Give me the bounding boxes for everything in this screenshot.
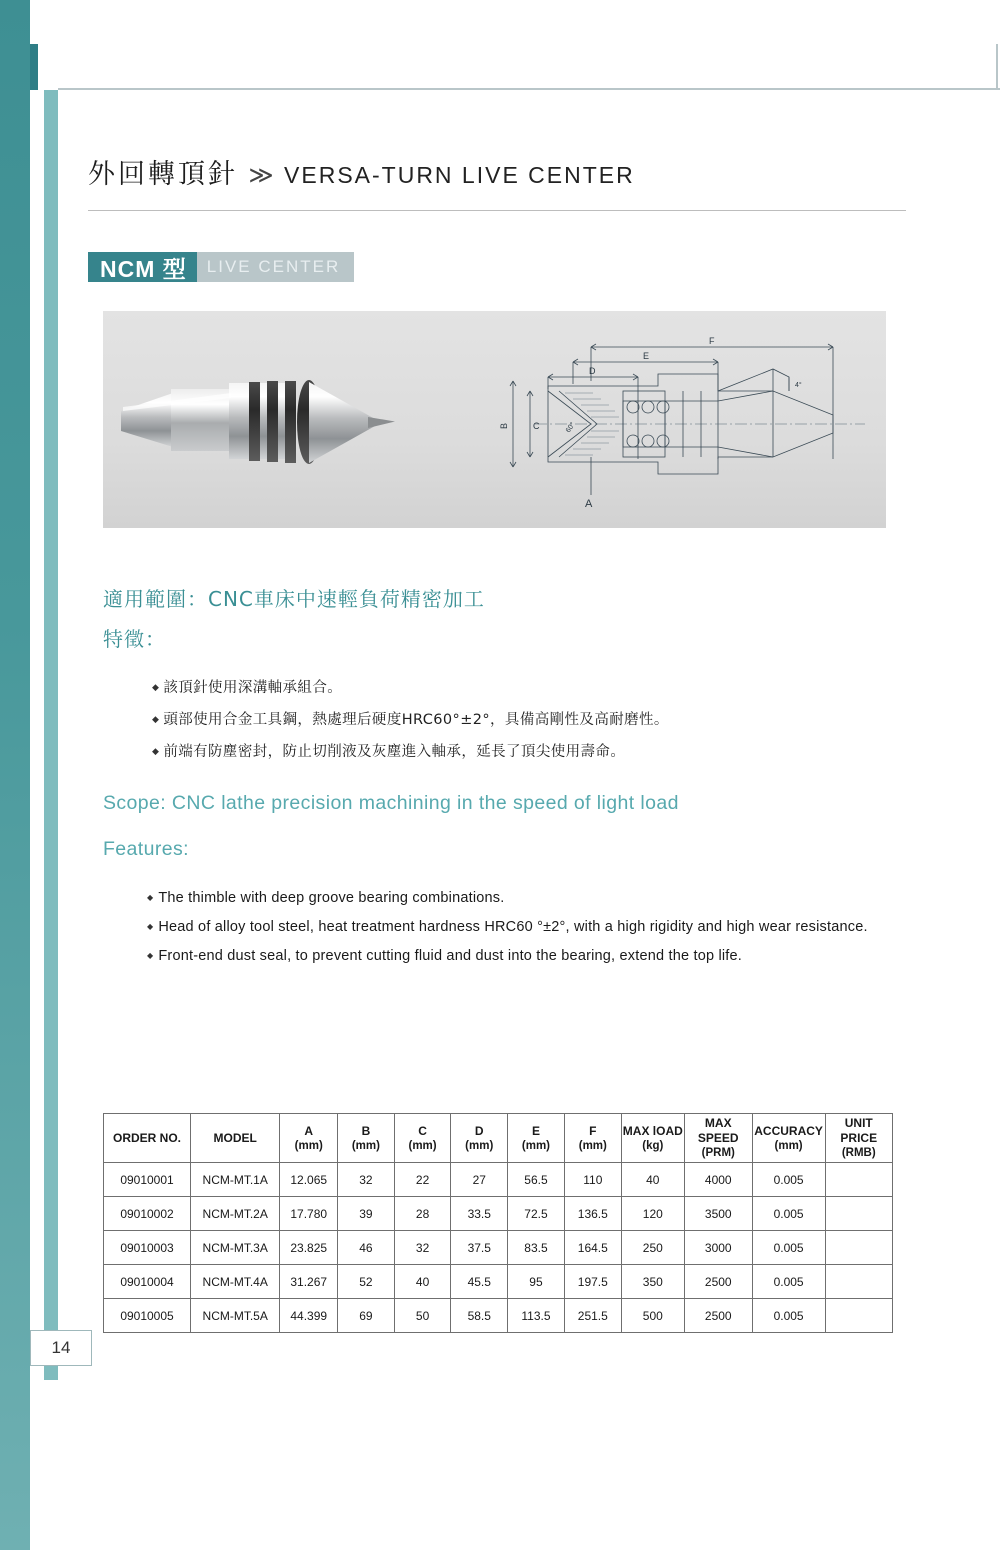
list-item: ◆ 該頂針使用深溝軸承組合。	[152, 676, 952, 697]
header-label: C	[418, 1123, 427, 1138]
cell-order-no: 09010002	[104, 1197, 191, 1231]
cell-max-load: 350	[621, 1265, 684, 1299]
table-header-cell	[191, 1114, 280, 1163]
header-label: F	[589, 1123, 597, 1138]
cell-b: 52	[338, 1265, 395, 1299]
cell-max-load: 250	[621, 1231, 684, 1265]
cell-f: 251.5	[564, 1299, 621, 1333]
cell-c: 40	[394, 1265, 451, 1299]
header-label: MODEL	[213, 1130, 257, 1145]
cell-f: 110	[564, 1163, 621, 1197]
cell-e: 72.5	[508, 1197, 565, 1231]
cell-max-speed: 2500	[684, 1299, 752, 1333]
cell-e: 113.5	[508, 1299, 565, 1333]
cell-b: 39	[338, 1197, 395, 1231]
header-label: MAX lOAD	[622, 1123, 683, 1138]
left-band-gap	[30, 0, 44, 1550]
header-label: ACCURACY	[754, 1123, 823, 1138]
list-item: ◆ Head of alloy tool steel, heat treatment hardness HRC60 °±2°, with a high rigidity and high wear resistance.	[147, 919, 977, 935]
header-label: MAX SPEED	[697, 1116, 739, 1145]
scope-english: Scope: CNC lathe precision machining in the speed of light load	[103, 792, 679, 814]
table-row	[104, 1163, 893, 1197]
cell-d: 33.5	[451, 1197, 508, 1231]
cell-a: 31.267	[280, 1265, 338, 1299]
model-badge-subtitle: LIVE CENTER	[193, 252, 354, 282]
cell-max-load: 500	[621, 1299, 684, 1333]
list-item: ◆ Front-end dust seal, to prevent cutting fluid and dust into the bearing, extend the top life.	[147, 948, 977, 964]
page-title-chinese: 外回轉頂針	[88, 159, 238, 190]
header-label: B	[361, 1123, 371, 1138]
cell-b: 46	[338, 1231, 395, 1265]
top-horizontal-rule	[58, 88, 1000, 90]
model-badge	[88, 252, 354, 282]
cell-order-no: 09010004	[104, 1265, 191, 1299]
list-item: ◆ 頭部使用合金工具鋼，熱處理后硬度HRC60°±2°，具備高剛性及高耐磨性。	[152, 708, 952, 729]
cell-unit-price	[825, 1231, 892, 1265]
table-header-cell	[451, 1114, 508, 1163]
cell-d: 58.5	[451, 1299, 508, 1333]
cell-unit-price	[825, 1265, 892, 1299]
scope-chinese: 適用範圍：CNC車床中速輕負荷精密加工	[103, 587, 485, 611]
header-label: A	[304, 1123, 314, 1138]
title-separator-icon: ≫	[248, 162, 274, 189]
cell-model: NCM-MT.3A	[191, 1231, 280, 1265]
cell-c: 28	[394, 1197, 451, 1231]
cell-max-speed: 4000	[684, 1163, 752, 1197]
cell-accuracy: 0.005	[752, 1197, 825, 1231]
cell-max-load: 120	[621, 1197, 684, 1231]
left-decorative-band	[0, 0, 30, 1550]
table-row	[104, 1197, 893, 1231]
title-underline	[88, 210, 906, 211]
top-left-accent	[30, 44, 38, 90]
header-unit: (mm)	[465, 1139, 494, 1152]
features-chinese-list	[112, 676, 952, 772]
svg-text:60°: 60°	[564, 421, 577, 435]
page-number: 14	[30, 1330, 92, 1366]
features-english-title: Features:	[103, 838, 189, 860]
cell-e: 95	[508, 1265, 565, 1299]
cell-max-speed: 3000	[684, 1231, 752, 1265]
cell-order-no: 09010005	[104, 1299, 191, 1333]
cell-d: 45.5	[451, 1265, 508, 1299]
cell-a: 17.780	[280, 1197, 338, 1231]
header-unit: (mm)	[774, 1139, 803, 1152]
cell-c: 22	[394, 1163, 451, 1197]
model-badge-label: NCM 型	[88, 252, 197, 282]
cell-d: 37.5	[451, 1231, 508, 1265]
cell-accuracy: 0.005	[752, 1231, 825, 1265]
cell-model: NCM-MT.5A	[191, 1299, 280, 1333]
header-label: D	[474, 1123, 484, 1138]
cell-a: 23.825	[280, 1231, 338, 1265]
cell-a: 12.065	[280, 1163, 338, 1197]
top-right-rule	[996, 44, 998, 90]
table-header-cell	[338, 1114, 395, 1163]
cell-max-speed: 2500	[684, 1265, 752, 1299]
cell-max-load: 40	[621, 1163, 684, 1197]
svg-text:B: B	[499, 422, 509, 429]
header-label: ORDER NO.	[113, 1130, 182, 1145]
table-header-cell	[394, 1114, 451, 1163]
list-item: ◆ The thimble with deep groove bearing combinations.	[147, 890, 977, 906]
cell-a: 44.399	[280, 1299, 338, 1333]
table-header-cell	[280, 1114, 338, 1163]
cell-f: 136.5	[564, 1197, 621, 1231]
cell-c: 32	[394, 1231, 451, 1265]
specification-table	[103, 1113, 893, 1333]
svg-text:C: C	[533, 421, 540, 431]
header-unit: (PRM)	[701, 1147, 735, 1159]
cell-c: 50	[394, 1299, 451, 1333]
cell-model: NCM-MT.1A	[191, 1163, 280, 1197]
header-label: E	[531, 1123, 540, 1138]
cell-model: NCM-MT.4A	[191, 1265, 280, 1299]
svg-text:D: D	[589, 366, 596, 376]
live-center-photo	[113, 341, 468, 501]
cell-accuracy: 0.005	[752, 1299, 825, 1333]
svg-text:4°: 4°	[795, 382, 802, 389]
table-row	[104, 1231, 893, 1265]
product-image-panel	[103, 311, 886, 528]
left-accent-band	[44, 90, 58, 1380]
header-unit: (mm)	[521, 1139, 551, 1152]
cell-order-no: 09010001	[104, 1163, 191, 1197]
table-header-cell	[104, 1114, 191, 1163]
header-label: UNIT PRICE	[840, 1116, 878, 1145]
svg-text:F: F	[709, 336, 715, 346]
table-header-cell	[825, 1114, 892, 1163]
cell-unit-price	[825, 1299, 892, 1333]
cell-order-no: 09010003	[104, 1231, 191, 1265]
svg-text:E: E	[643, 351, 650, 361]
cell-e: 83.5	[508, 1231, 565, 1265]
cell-f: 197.5	[564, 1265, 621, 1299]
technical-drawing	[473, 329, 878, 519]
page-title-english: VERSA-TURN LIVE CENTER	[284, 162, 635, 188]
header-unit: (mm)	[578, 1139, 607, 1152]
page-title	[88, 152, 908, 191]
features-chinese-title: 特徵：	[103, 627, 166, 651]
table-row	[104, 1265, 893, 1299]
cell-accuracy: 0.005	[752, 1265, 825, 1299]
svg-text:A: A	[585, 498, 593, 510]
table-header-cell	[684, 1114, 752, 1163]
cell-unit-price	[825, 1163, 892, 1197]
cell-b: 32	[338, 1163, 395, 1197]
table-header-cell	[564, 1114, 621, 1163]
header-unit: (RMB)	[841, 1147, 876, 1159]
cell-f: 164.5	[564, 1231, 621, 1265]
cell-model: NCM-MT.2A	[191, 1197, 280, 1231]
list-item: ◆ 前端有防塵密封，防止切削液及灰塵進入軸承，延長了頂尖使用壽命。	[152, 740, 952, 761]
table-header-cell	[621, 1114, 684, 1163]
cell-max-speed: 3500	[684, 1197, 752, 1231]
cell-accuracy: 0.005	[752, 1163, 825, 1197]
table-header-row	[104, 1114, 893, 1163]
header-unit: (kg)	[642, 1139, 664, 1152]
features-english-list	[107, 890, 977, 977]
table-header-cell	[508, 1114, 565, 1163]
cell-b: 69	[338, 1299, 395, 1333]
header-unit: (mm)	[351, 1139, 380, 1152]
table-header-cell	[752, 1114, 825, 1163]
cell-unit-price	[825, 1197, 892, 1231]
cell-d: 27	[451, 1163, 508, 1197]
cell-e: 56.5	[508, 1163, 565, 1197]
header-unit: (mm)	[294, 1139, 323, 1152]
table-row	[104, 1299, 893, 1333]
header-unit: (mm)	[408, 1139, 437, 1152]
